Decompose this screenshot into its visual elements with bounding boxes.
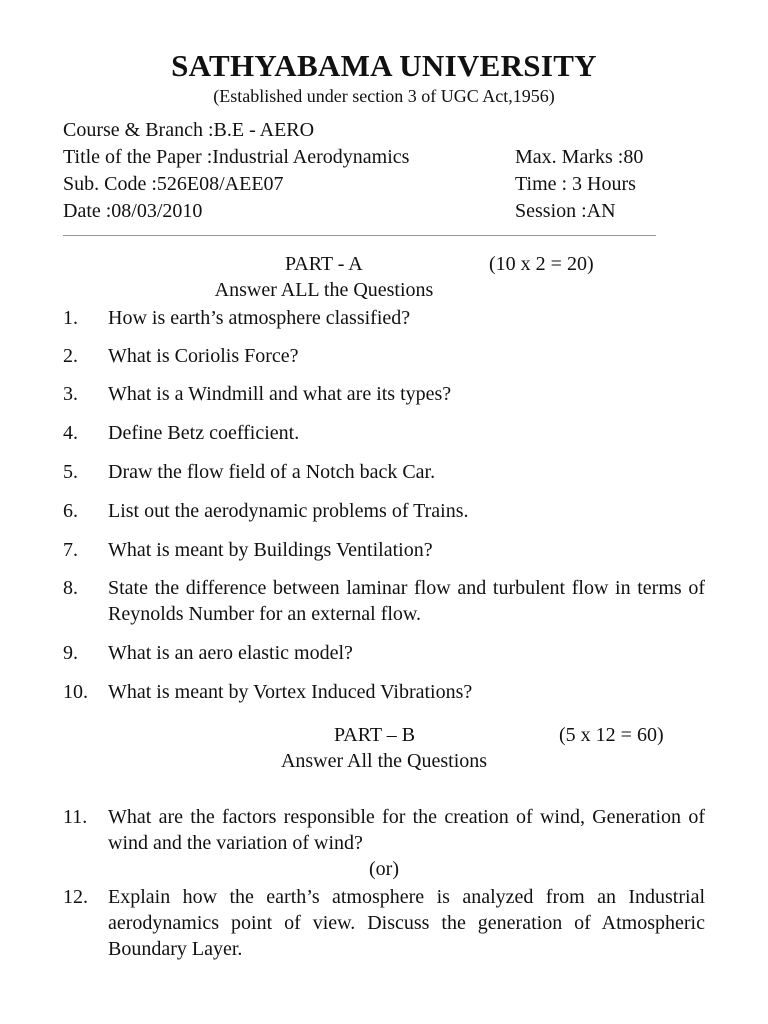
question-text: How is earth’s atmosphere classified? xyxy=(108,307,411,329)
question-number: 10. xyxy=(63,681,88,703)
meta-row-course xyxy=(63,119,683,145)
question-item xyxy=(63,459,705,485)
question-item xyxy=(63,420,705,446)
question-item xyxy=(63,305,705,331)
question-text: What is meant by Buildings Ventilation? xyxy=(108,539,433,561)
question-text: Draw the flow field of a Notch back Car. xyxy=(108,461,436,483)
question-text: List out the aerodynamic problems of Trains. xyxy=(108,500,469,522)
question-item xyxy=(63,537,705,563)
question-number: 12. xyxy=(63,886,88,908)
question-number: 6. xyxy=(63,500,78,522)
question-number: 4. xyxy=(63,422,78,444)
part-b-title: PART – B xyxy=(334,724,416,746)
question-text: What is an aero elastic model? xyxy=(108,642,353,664)
question-number: 11. xyxy=(63,806,88,828)
meta-row-code xyxy=(63,173,683,199)
question-text: Define Betz coefficient. xyxy=(108,422,300,444)
question-item xyxy=(63,679,705,705)
question-text: What is Coriolis Force? xyxy=(108,345,299,367)
meta-row-paper xyxy=(63,146,683,172)
question-text: What is a Windmill and what are its types? xyxy=(108,383,452,405)
question-item xyxy=(63,640,705,666)
part-a-heading xyxy=(0,253,768,279)
header-divider xyxy=(63,235,656,236)
question-number: 1. xyxy=(63,307,78,329)
paper-title: Title of the Paper :Industrial Aerodynamics xyxy=(63,146,410,168)
part-b-instruction: Answer All the Questions xyxy=(280,750,488,772)
question-number: 2. xyxy=(63,345,78,367)
question-text: State the difference between laminar flow and turbulent flow in terms of Reynolds Number for an external flow. xyxy=(108,577,705,625)
course-branch: Course & Branch :B.E - AERO xyxy=(63,119,315,141)
sub-code: Sub. Code :526E08/AEE07 xyxy=(63,173,284,195)
part-a-title: PART - A xyxy=(285,253,363,275)
part-b-heading xyxy=(0,724,768,750)
university-title: SATHYABAMA UNIVERSITY xyxy=(171,48,597,83)
question-item xyxy=(63,498,705,524)
question-item xyxy=(63,343,705,369)
question-number: 9. xyxy=(63,642,78,664)
exam-date: Date :08/03/2010 xyxy=(63,200,203,222)
exam-session: Session :AN xyxy=(515,200,616,222)
max-marks: Max. Marks :80 xyxy=(515,146,644,168)
question-item xyxy=(63,381,705,407)
meta-row-date xyxy=(63,200,683,226)
question-number: 3. xyxy=(63,383,78,405)
question-number: 7. xyxy=(63,539,78,561)
question-item xyxy=(63,884,705,962)
part-a-instruction: Answer ALL the Questions xyxy=(214,279,434,301)
established-subtitle: (Established under section 3 of UGC Act,1956) xyxy=(213,86,555,106)
part-b-marks: (5 x 12 = 60) xyxy=(559,724,664,746)
or-separator: (or) xyxy=(369,858,399,880)
part-a-marks: (10 x 2 = 20) xyxy=(489,253,594,275)
question-item xyxy=(63,575,705,627)
question-item xyxy=(63,804,705,856)
question-text: Explain how the earth’s atmosphere is analyzed from an Industrial aerodynamics point of view. Discuss the generation of Atmospheric Boundary Layer. xyxy=(108,886,705,960)
exam-time: Time : 3 Hours xyxy=(515,173,636,195)
question-text: What is meant by Vortex Induced Vibrations? xyxy=(108,681,473,703)
question-text: What are the factors responsible for the creation of wind, Generation of wind and the variation of wind? xyxy=(108,806,705,854)
question-number: 5. xyxy=(63,461,78,483)
question-number: 8. xyxy=(63,577,78,599)
